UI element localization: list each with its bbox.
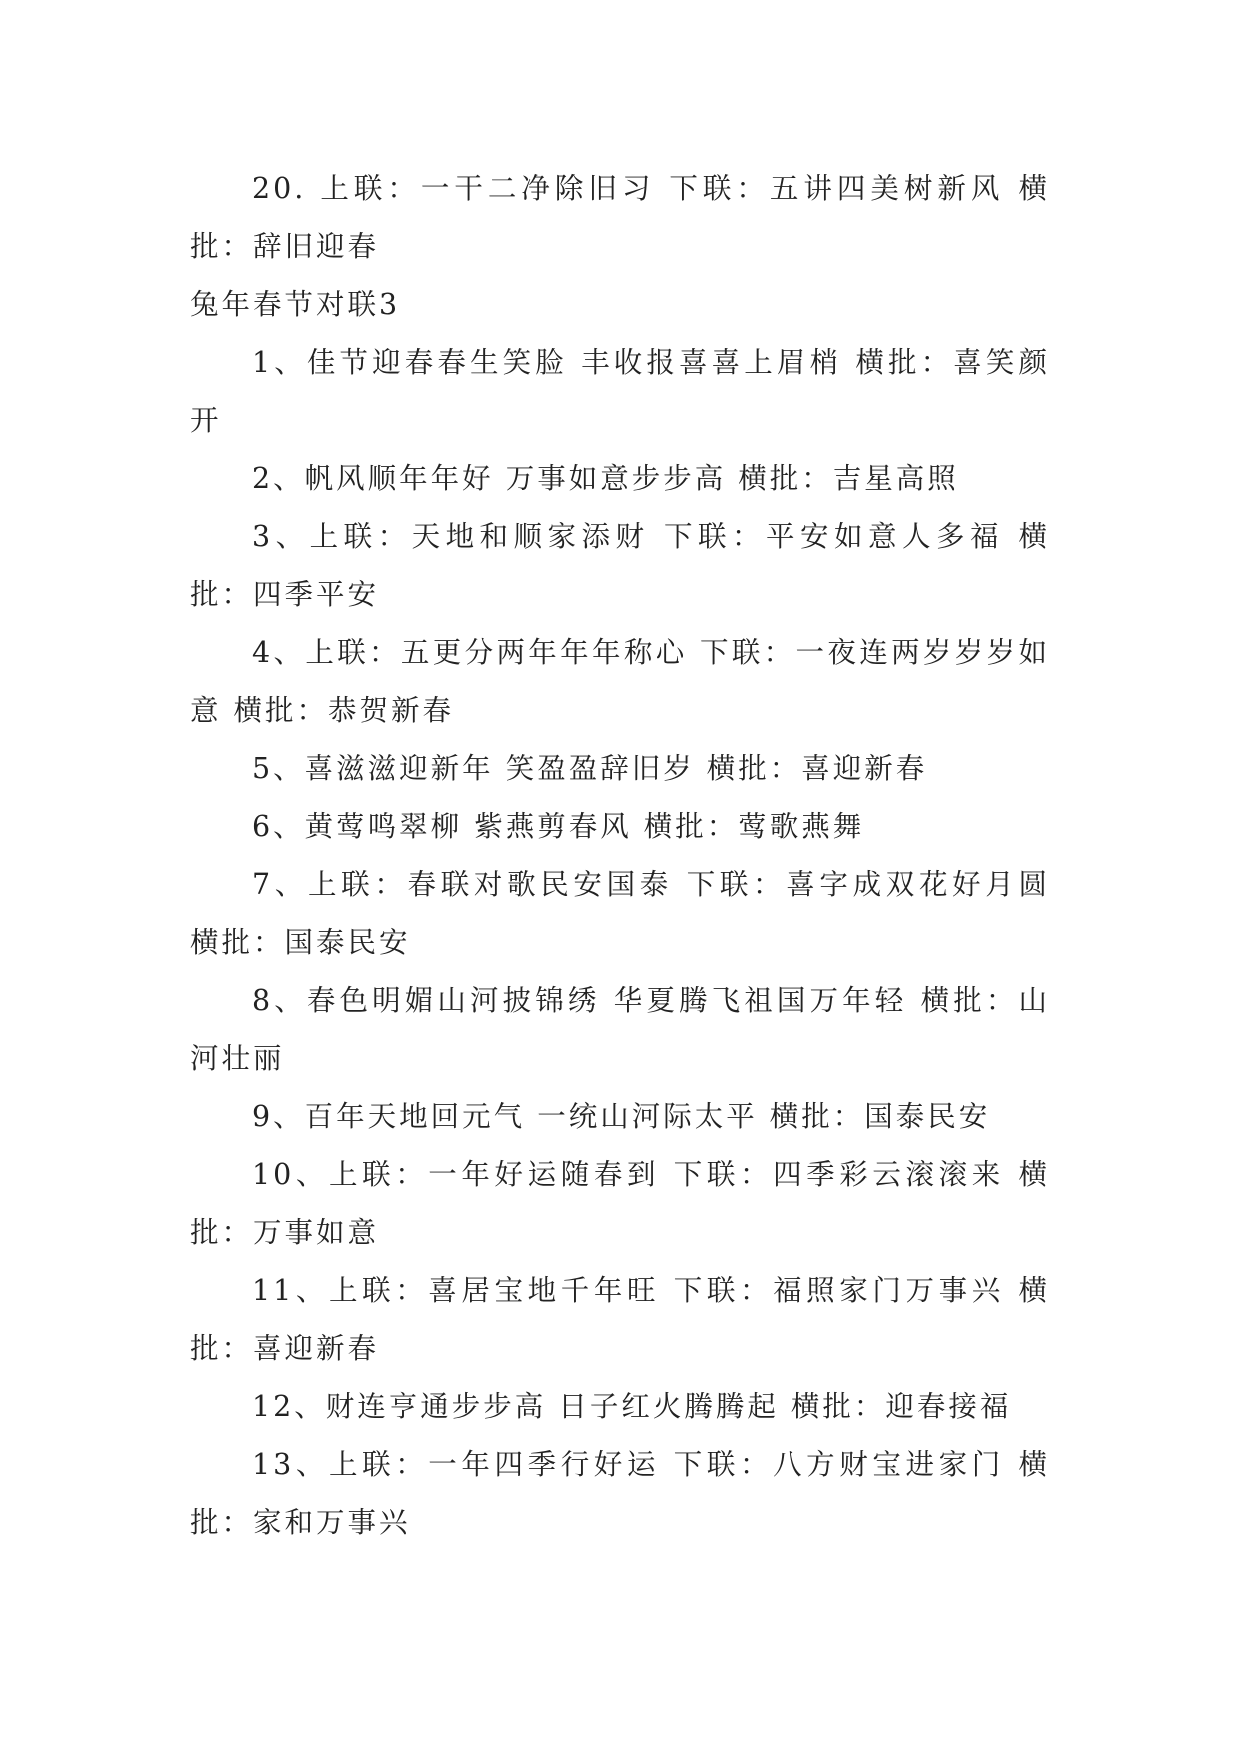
couplet-item-9: 9、百年天地回元气 一统山河际太平 横批：国泰民安 (252, 1100, 991, 1133)
couplet-item-7: 7、上联：春联对歌民安国泰 下联：喜字成双花好月圆 横批：国泰民安 (190, 868, 1050, 959)
couplet-item-1: 1、佳节迎春春生笑脸 丰收报喜喜上眉梢 横批：喜笑颜开 (190, 346, 1050, 437)
couplet-item-2: 2、帆风顺年年好 万事如意步步高 横批：吉星高照 (252, 462, 959, 495)
couplet-item-8: 8、春色明媚山河披锦绣 华夏腾飞祖国万年轻 横批：山河壮丽 (190, 984, 1050, 1075)
couplet-item-4: 4、上联：五更分两年年年称心 下联：一夜连两岁岁岁如意 横批：恭贺新春 (190, 636, 1050, 727)
couplet-item-6: 6、黄莺鸣翠柳 紫燕剪春风 横批：莺歌燕舞 (252, 810, 865, 843)
couplet-item-20: 20. 上联：一干二净除旧习 下联：五讲四美树新风 横批：辞旧迎春 (190, 172, 1050, 263)
couplet-item-11: 11、上联：喜居宝地千年旺 下联：福照家门万事兴 横批：喜迎新春 (190, 1274, 1050, 1365)
section-heading: 兔年春节对联3 (190, 288, 401, 321)
couplet-item-3: 3、上联：天地和顺家添财 下联：平安如意人多福 横批：四季平安 (190, 520, 1050, 611)
couplet-item-13: 13、上联：一年四季行好运 下联：八方财宝进家门 横批：家和万事兴 (190, 1448, 1050, 1539)
document-body (190, 160, 1050, 1552)
couplet-item-10: 10、上联：一年好运随春到 下联：四季彩云滚滚来 横批：万事如意 (190, 1158, 1050, 1249)
couplet-item-12: 12、财连亨通步步高 日子红火腾腾起 横批：迎春接福 (252, 1390, 1012, 1423)
couplet-item-5: 5、喜滋滋迎新年 笑盈盈辞旧岁 横批：喜迎新春 (252, 752, 928, 785)
